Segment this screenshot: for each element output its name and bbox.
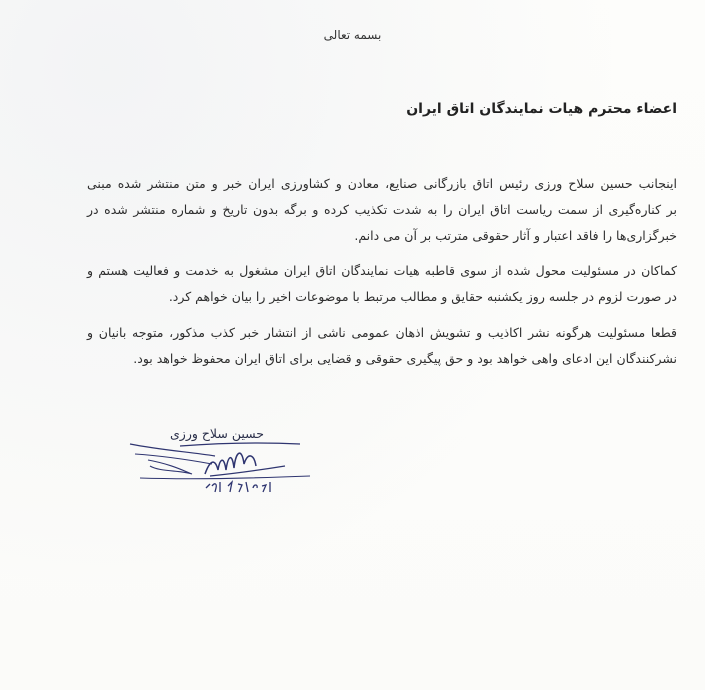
handwritten-date xyxy=(206,482,270,492)
handwritten-signature xyxy=(120,430,320,510)
paragraph-line: در صورت لزوم در جلسه روز یکشنبه حقایق و مطالب مرتبط با موضوعات اخیر را بیان خواهم کرد. xyxy=(168,289,677,304)
paragraph-line: خبرگزاری‌ها را فاقد اعتبار و آثار حقوقی مترتب بر آن می دانم. xyxy=(354,228,677,243)
recipient-heading: اعضاء محترم هیات نمایندگان اتاق ایران xyxy=(406,101,677,117)
paragraph-line: اینجانب حسین سلاح ورزی رئیس اتاق بازرگانی صنایع، معادن و کشاورزی ایران خبر و متن منتشر شده مبنی xyxy=(87,176,677,191)
paragraph-line: نشرکنندگان این ادعای واهی خواهد بود و حق پیگیری حقوقی و قضایی برای اتاق ایران محفوظ خواهد بود. xyxy=(133,351,677,366)
paragraph-line: قطعا مسئولیت هرگونه نشر اکاذیب و تشویش اذهان عمومی ناشی از انتشار خبر کذب مذکور، متوجه بانیان و xyxy=(87,325,677,340)
letter-header: بسمه تعالی xyxy=(323,28,382,42)
signatory-name: حسین سلاح ورزی xyxy=(170,426,265,441)
paragraph-line: بر کناره‌گیری از سمت ریاست اتاق ایران را به شدت تکذیب کرده و برگه بدون تاریخ و شماره منتشر شده در xyxy=(87,202,677,217)
paragraph-line: کماکان در مسئولیت محول شده از سوی قاطبه هیات نمایندگان اتاق ایران مشغول به خدمت و فعالیت هستم و xyxy=(87,263,677,278)
